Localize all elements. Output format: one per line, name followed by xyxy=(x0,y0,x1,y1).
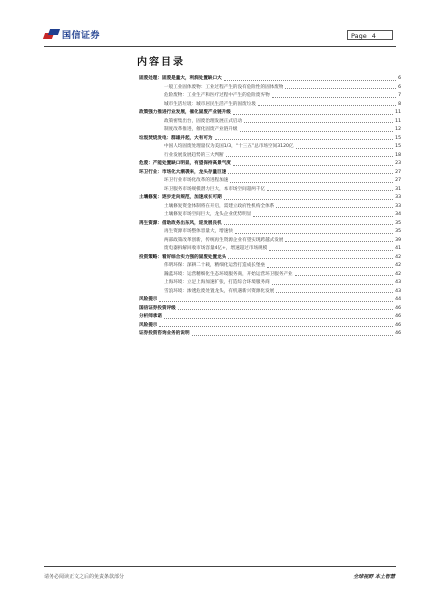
toc-leader-dots xyxy=(240,131,394,132)
toc-entry-title: 危险废物：工业生产和医疗过程中产生的危险废弃物 xyxy=(164,93,270,98)
toc-entry-page: 42 xyxy=(395,271,401,277)
toc-leader-dots xyxy=(224,80,396,81)
table-of-contents xyxy=(139,75,401,339)
toc-entry-title: 制度改革推进，催化固废产业链升级 xyxy=(164,127,238,132)
toc-entry[interactable] xyxy=(139,313,401,322)
toc-entry-title: 中国人均固废处理量仅为美国1/3，“十三五”总市场空间3120亿 xyxy=(164,144,294,149)
company-logo xyxy=(44,28,100,41)
toc-entry-page: 35 xyxy=(395,220,401,226)
toc-title: 内容目录 xyxy=(137,57,185,68)
toc-leader-dots xyxy=(224,224,393,225)
toc-entry[interactable] xyxy=(139,279,401,288)
toc-entry[interactable] xyxy=(139,194,401,203)
toc-entry[interactable] xyxy=(139,288,401,297)
toc-leader-dots xyxy=(159,301,393,302)
toc-entry[interactable] xyxy=(139,271,401,280)
toc-leader-dots xyxy=(272,97,396,98)
toc-entry-page: 46 xyxy=(395,305,401,311)
toc-entry-page: 35 xyxy=(395,229,401,234)
toc-entry-title: 行业发展发展趋势的三大判断 xyxy=(164,152,224,158)
toc-entry-page: 42 xyxy=(395,263,401,268)
logo-text: 国信证券 xyxy=(62,31,101,41)
toc-entry[interactable] xyxy=(139,296,401,305)
toc-leader-dots xyxy=(244,122,393,123)
toc-entry-page: 43 xyxy=(395,280,401,285)
toc-entry-page: 46 xyxy=(395,322,401,328)
logo-icon xyxy=(44,29,59,40)
toc-leader-dots xyxy=(228,258,393,259)
toc-entry[interactable] xyxy=(139,152,401,161)
toc-entry-page: 31 xyxy=(395,186,401,192)
toc-leader-dots xyxy=(230,182,393,183)
toc-entry-title: 政策密集出台，固废治理发展正式启动 xyxy=(164,118,243,124)
toc-entry[interactable] xyxy=(139,245,401,254)
toc-entry[interactable] xyxy=(139,143,401,152)
toc-entry-title: 瀚蓝环境：运营精细化生态环境服务商，开始运营环卫服务产业 xyxy=(164,271,293,277)
toc-entry-page: 41 xyxy=(395,246,401,251)
toc-leader-dots xyxy=(253,216,393,217)
toc-entry-title: 土壤修复：逐步走向规范，加速成长可期 xyxy=(139,195,222,200)
toc-leader-dots xyxy=(295,275,394,276)
toc-leader-dots xyxy=(258,105,396,106)
toc-leader-dots xyxy=(269,250,393,251)
toc-entry-page: 44 xyxy=(395,297,401,302)
toc-entry-page: 6 xyxy=(398,76,401,81)
toc-entry-page: 46 xyxy=(395,331,401,336)
toc-entry-page: 15 xyxy=(395,144,401,149)
toc-leader-dots xyxy=(233,165,393,166)
toc-entry[interactable] xyxy=(139,237,401,246)
toc-entry[interactable] xyxy=(139,169,401,178)
toc-entry[interactable] xyxy=(139,305,401,314)
toc-leader-dots xyxy=(272,284,393,285)
toc-entry[interactable] xyxy=(139,330,401,339)
toc-leader-dots xyxy=(226,156,393,157)
toc-entry[interactable] xyxy=(139,92,401,101)
toc-leader-dots xyxy=(285,241,393,242)
toc-leader-dots xyxy=(276,207,393,208)
toc-leader-dots xyxy=(164,318,393,319)
toc-entry-page: 6 xyxy=(398,84,401,90)
toc-entry-title: 环卫行业市场化改革的进程加速 xyxy=(164,178,229,183)
toc-entry-page: 34 xyxy=(395,212,401,217)
toc-entry-page: 23 xyxy=(395,161,401,166)
toc-entry[interactable] xyxy=(139,228,401,237)
toc-leader-dots xyxy=(159,326,393,327)
toc-entry[interactable] xyxy=(139,177,401,186)
toc-entry-title: 伟明环保：深耕二十载，精细化运营打造成长堡垒 xyxy=(164,263,266,268)
footer-disclaimer: 请务必阅读正文之后的免责条款部分 xyxy=(44,574,125,580)
toc-entry-title: 城市生活垃圾：城市居民生活产生的固废垃圾 xyxy=(164,101,256,107)
toc-entry[interactable] xyxy=(139,101,401,110)
footer-slogan: 全球视野 本土智慧 xyxy=(353,574,395,580)
toc-entry[interactable] xyxy=(139,84,401,93)
toc-entry[interactable] xyxy=(139,126,401,135)
toc-entry-title: 一般工业固体废物：工业过程产生的没有危险性的固体废物 xyxy=(164,84,284,90)
toc-entry[interactable] xyxy=(139,262,401,271)
toc-leader-dots xyxy=(296,148,394,149)
toc-entry-title: 投资策略：看好综合实力强的固废处置龙头 xyxy=(139,254,227,260)
page-indicator xyxy=(347,30,393,40)
toc-entry-title: 风险提示 xyxy=(139,322,158,328)
toc-entry-page: 11 xyxy=(395,110,401,115)
toc-entry-title: 雪浪环境：渗透危废处置龙头，有机遇新兴资源化发展 xyxy=(164,288,275,294)
toc-entry-page: 11 xyxy=(395,118,401,124)
toc-entry-title: 土壤修复资金体制将在开启，需建立政府性机构全体系 xyxy=(164,203,275,209)
toc-entry[interactable] xyxy=(139,203,401,212)
toc-entry[interactable] xyxy=(139,109,401,118)
toc-entry[interactable] xyxy=(139,211,401,220)
toc-leader-dots xyxy=(228,173,393,174)
toc-entry-title: 两部政策改革创新，传统再生资源企业有望实现跨越式发展 xyxy=(164,237,284,243)
toc-entry[interactable] xyxy=(139,254,401,263)
toc-entry-page: 42 xyxy=(395,254,401,260)
toc-entry-page: 33 xyxy=(395,203,401,209)
toc-leader-dots xyxy=(267,267,393,268)
toc-entry-title: 再生资源：借助政务出东风，迎发展良机 xyxy=(139,220,222,226)
toc-leader-dots xyxy=(285,88,396,89)
toc-entry[interactable] xyxy=(139,160,401,169)
toc-entry-page: 39 xyxy=(395,237,401,243)
toc-leader-dots xyxy=(233,114,393,115)
toc-entry-page: 18 xyxy=(395,152,401,158)
toc-entry[interactable] xyxy=(139,322,401,331)
toc-entry-title: 国信证券投资评级 xyxy=(139,305,176,311)
toc-leader-dots xyxy=(215,139,394,140)
toc-entry[interactable] xyxy=(139,186,401,195)
toc-entry-title: 废电器拆解回收市场容量4亿+，增速超过市场规模 xyxy=(164,246,268,251)
toc-entry-title: 土壤修复市场空间巨大，龙头企业优势明显 xyxy=(164,212,252,217)
toc-entry-title: 危废：产能处置缺口明显，有望保持高景气度 xyxy=(139,161,231,166)
toc-leader-dots xyxy=(276,292,393,293)
toc-entry-title: 环卫行业：市场化大潮袭来，龙头存量巨速 xyxy=(139,169,227,175)
toc-leader-dots xyxy=(267,190,393,191)
toc-leader-dots xyxy=(192,335,394,336)
toc-entry[interactable] xyxy=(139,135,401,144)
toc-entry[interactable] xyxy=(139,75,401,84)
toc-entry-title: 固废处理：固废是量大，利润处置缺口大 xyxy=(139,76,222,81)
toc-entry-title: 政策强力推进行业发展，催化固废产业链升级 xyxy=(139,110,231,115)
toc-entry-page: 43 xyxy=(395,288,401,294)
toc-leader-dots xyxy=(235,233,393,234)
footer-rule xyxy=(44,566,396,567)
toc-entry-page: 12 xyxy=(395,127,401,132)
toc-entry[interactable] xyxy=(139,220,401,229)
toc-entry-title: 环卫服务市场规模潜力巨大，本市场空间超两千亿 xyxy=(164,186,266,192)
toc-entry-page: 27 xyxy=(395,178,401,183)
page-number: 4 xyxy=(371,32,376,40)
toc-entry-page: 27 xyxy=(395,169,401,175)
header-rule xyxy=(44,46,396,47)
toc-entry-page: 15 xyxy=(395,135,401,141)
toc-leader-dots xyxy=(178,309,393,310)
toc-entry-title: 风险提示 xyxy=(139,297,158,302)
page-label: Page xyxy=(351,32,367,40)
toc-entry-page: 7 xyxy=(398,93,401,98)
toc-entry-title: 上海环境：立足上海加速扩张，打造综合环境服务商 xyxy=(164,280,270,285)
toc-entry-page: 8 xyxy=(398,101,401,107)
toc-entry-title: 证券投资咨询业务的说明 xyxy=(139,331,190,336)
toc-entry-page: 33 xyxy=(395,195,401,200)
toc-entry-title: 分析师承诺 xyxy=(139,314,162,319)
toc-entry[interactable] xyxy=(139,118,401,127)
toc-entry-page: 46 xyxy=(395,314,401,319)
toc-entry-title: 垃圾焚烧发电：群雄并起，大有可为 xyxy=(139,135,213,141)
toc-leader-dots xyxy=(224,199,393,200)
toc-entry-title: 再生资源市场整体容量大，增速快 xyxy=(164,229,233,234)
